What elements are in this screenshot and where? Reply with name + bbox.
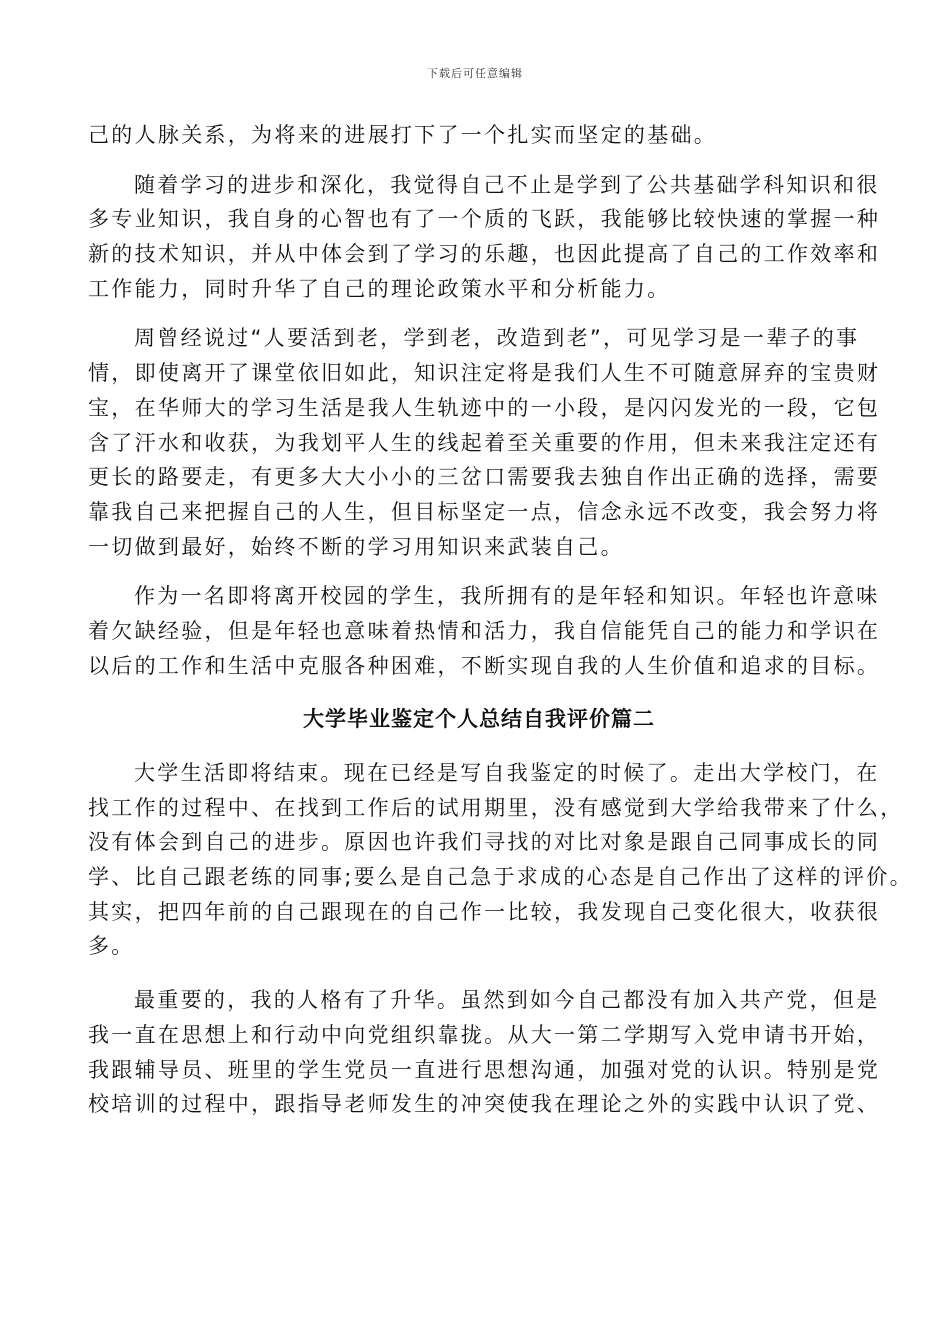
paragraph-1 <box>88 118 870 153</box>
text-line: 最重要的，我的人格有了升华。虽然到如今自己都没有加入共产党，但是 <box>134 988 880 1013</box>
paragraph-2 <box>88 168 881 307</box>
text-line: 学、比自己跟老练的同事;要么是自己急于求成的心态是自己作出了这样的评价。 <box>88 865 913 890</box>
text-line: 含了汗水和收获，为我划平人生的线起着至关重要的作用，但未来我注定还有 <box>88 430 881 455</box>
text-line: 一切做到最好，始终不断的学习用知识来武装自己。 <box>88 534 624 559</box>
paragraph-4 <box>88 579 881 683</box>
text-line: 周曾经说过“人要活到老，学到老，改造到老”，可见学习是一辈子的事 <box>134 326 860 351</box>
paragraph-5 <box>88 756 913 964</box>
paragraph-6 <box>88 983 881 1122</box>
text-line: 我一直在思想上和行动中向党组织靠拢。从大一第二学期写入党申请书开始， <box>88 1022 881 1047</box>
text-line: 作为一名即将离开校园的学生，我所拥有的是年轻和知识。年轻也许意味 <box>134 584 880 609</box>
text-line: 新的技术知识，并从中体会到了学习的乐趣，也因此提高了自己的工作效率和 <box>88 242 881 267</box>
text-line: 己的人脉关系，为将来的进展打下了一个扎实而坚定的基础。 <box>88 123 718 147</box>
text-line: 其实，把四年前的自己跟现在的自己作一比较，我发现自己变化很大，收获很 <box>88 899 881 924</box>
text-line: 没有体会到自己的进步。原因也许我们寻找的对比对象是跟自己同事成长的同 <box>88 830 881 855</box>
text-line: 大学生活即将结束。现在已经是写自我鉴定的时候了。走出大学校门，在 <box>134 761 880 785</box>
text-line: 靠我自己来把握自己的人生，但目标坚定一点，信念永远不改变，我会努力将 <box>88 499 881 524</box>
text-line: 校培训的过程中，跟指导老师发生的冲突使我在理论之外的实践中认识了党、 <box>88 1092 881 1117</box>
paragraph-3 <box>88 321 881 564</box>
text-line: 多。 <box>88 934 135 959</box>
text-line: 以后的工作和生活中克服各种困难，不断实现自我的人生价值和追求的目标。 <box>88 653 881 678</box>
document-body <box>88 118 913 1122</box>
text-line: 工作能力，同时升华了自己的理论政策水平和分析能力。 <box>88 276 671 301</box>
text-line: 我跟辅导员、班里的学生党员一直进行思想沟通，加强对党的认识。特别是党 <box>88 1057 881 1082</box>
text-line: 多专业知识，我自身的心智也有了一个质的飞跃，我能够比较快速的掌握一种 <box>88 207 881 232</box>
text-line: 找工作的过程中、在找到工作后的试用期里，没有感觉到大学给我带来了什么， <box>88 795 904 820</box>
text-line: 随着学习的进步和深化，我觉得自己不止是学到了公共基础学科知识和很 <box>134 172 880 197</box>
page-header-note: 下载后可任意编辑 <box>427 67 523 80</box>
section-heading: 大学毕业鉴定个人总结自我评价篇二 <box>303 707 655 732</box>
text-line: 更长的路要走，有更多大大小小的三岔口需要我去独自作出正确的选择，需要 <box>88 465 881 490</box>
text-line: 情，即使离开了课堂依旧如此，知识注定将是我们人生不可随意屏弃的宝贵财 <box>88 361 881 386</box>
text-line: 宝，在华师大的学习生活是我人生轨迹中的一小段，是闪闪发光的一段，它包 <box>88 395 881 420</box>
text-line: 着欠缺经验，但是年轻也意味着热情和活力，我自信能凭自己的能力和学识在 <box>88 618 881 643</box>
